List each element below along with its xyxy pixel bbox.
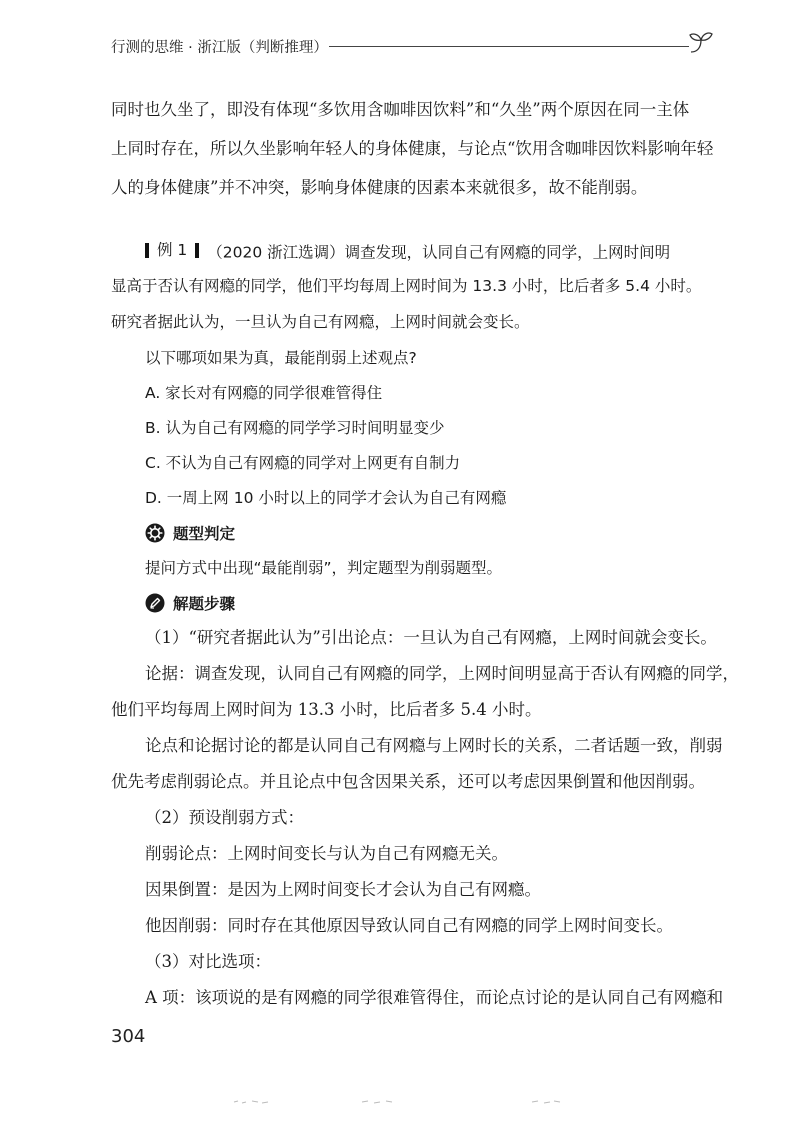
example-bar-left xyxy=(145,243,149,258)
gear-icon xyxy=(145,523,165,543)
example-line-2: 显高于否认有网瘾的同学，他们平均每周上网时间为 13.3 小时，比后者多 5.4 小时。 xyxy=(111,277,702,295)
example-text-1: 调查发现，认同自己有网瘾的同学，上网时间明 xyxy=(344,243,671,262)
example-line-3: 研究者据此认为，一旦认为自己有网瘾，上网时间就会变长。 xyxy=(111,313,530,331)
section-steps-label: 解题步骤 xyxy=(173,595,236,613)
example-source: （2020 浙江选调） xyxy=(207,243,345,262)
page-number: 304 xyxy=(111,1026,146,1047)
option-a: A. 家长对有网瘾的同学很难管得住 xyxy=(145,384,383,402)
example-label: 例 1 xyxy=(157,241,188,259)
intro-line-1: 同时也久坐了，即没有体现“多饮用含咖啡因饮料”和“久坐”两个原因在同一主体 xyxy=(111,100,690,119)
sprout-icon xyxy=(685,28,715,58)
scan-speck xyxy=(232,1097,272,1107)
pen-icon xyxy=(145,593,165,613)
example-bar-right xyxy=(195,243,199,258)
option-d: D. 一周上网 10 小时以上的同学才会认为自己有网瘾 xyxy=(145,489,507,507)
section-steps-title xyxy=(145,585,235,621)
step-2: （2）预设削弱方式： xyxy=(145,808,304,827)
option-c: C. 不认为自己有网瘾的同学对上网更有自制力 xyxy=(145,454,461,472)
intro-line-2: 上同时存在，所以久坐影响年轻人的身体健康，与论点“饮用含咖啡因饮料影响年轻 xyxy=(111,139,714,158)
weaken-way-1: 削弱论点：上网时间变长与认为自己有网瘾无关。 xyxy=(145,844,508,863)
option-a-analysis: A 项：该项说的是有网瘾的同学很难管得住，而论点讨论的是认同自己有网瘾和 xyxy=(145,988,724,1007)
header-rule xyxy=(329,46,689,47)
section-type-title xyxy=(145,515,235,551)
section-type-text: 提问方式中出现“最能削弱”，判定题型为削弱题型。 xyxy=(145,559,503,577)
scan-speck xyxy=(530,1097,562,1107)
weaken-way-2: 因果倒置：是因为上网时间变长才会认为自己有网瘾。 xyxy=(145,880,541,899)
section-type-label: 题型判定 xyxy=(173,525,236,543)
evidence-line-1: 论据：调查发现，认同自己有网瘾的同学，上网时间明显高于否认有网瘾的同学， xyxy=(145,664,739,683)
example-line-1 xyxy=(145,232,707,271)
option-b: B. 认为自己有网瘾的同学学习时间明显变少 xyxy=(145,419,445,437)
evidence-line-2: 他们平均每周上网时间为 13.3 小时，比后者多 5.4 小时。 xyxy=(111,700,542,719)
example-label-group xyxy=(145,232,207,268)
intro-line-3: 人的身体健康”并不冲突，影响身体健康的因素本来就很多，故不能削弱。 xyxy=(111,178,648,197)
weaken-way-3: 他因削弱：同时存在其他原因导致认同自己有网瘾的同学上网时间变长。 xyxy=(145,916,673,935)
example-question: 以下哪项如果为真，最能削弱上述观点? xyxy=(145,349,417,367)
header-title: 行测的思维 · 浙江版（判断推理） xyxy=(111,40,328,56)
analysis-line-2: 优先考虑削弱论点。并且论点中包含因果关系，还可以考虑因果倒置和他因削弱。 xyxy=(111,772,705,791)
analysis-line-1: 论点和论据讨论的都是认同自己有网瘾与上网时长的关系，二者话题一致，削弱 xyxy=(145,736,723,755)
running-header xyxy=(111,30,711,60)
step-3: （3）对比选项： xyxy=(145,952,271,971)
scan-speck xyxy=(360,1097,394,1107)
step-1: （1）“研究者据此认为”引出论点：一旦认为自己有网瘾，上网时间就会变长。 xyxy=(145,628,717,647)
